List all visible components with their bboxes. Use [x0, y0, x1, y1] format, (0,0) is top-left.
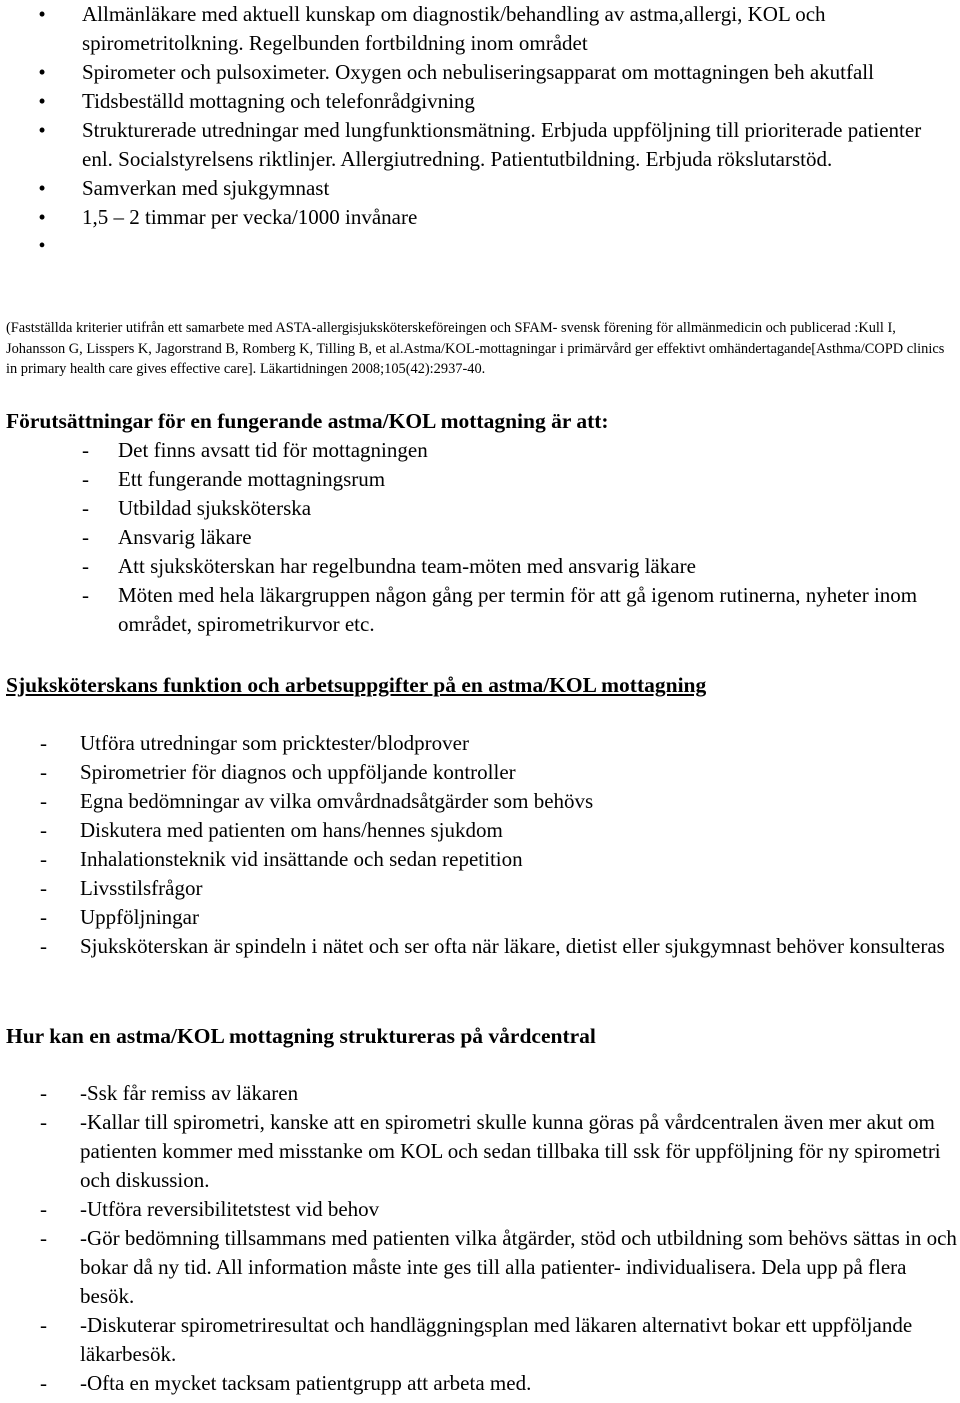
bullet-icon: •	[38, 205, 46, 229]
list-item	[0, 581, 960, 639]
list-item	[0, 845, 960, 874]
list-item-text: Spirometer och pulsoximeter. Oxygen och nebuliseringsapparat om mottagningen beh akutfall	[82, 60, 874, 84]
dash-marker: -	[40, 1226, 47, 1250]
list-item-text: 1,5 – 2 timmar per vecka/1000 invånare	[82, 205, 418, 229]
list-item	[0, 1195, 960, 1224]
list-item	[0, 0, 960, 58]
list-item-text: Ansvarig läkare	[118, 525, 252, 549]
dash-marker: -	[40, 847, 47, 871]
list-item	[0, 874, 960, 903]
list-item	[0, 787, 960, 816]
list-item-text	[82, 234, 87, 258]
list-item	[0, 87, 960, 116]
dash-marker: -	[40, 818, 47, 842]
list-item-text: Tidsbeställd mottagning och telefonrådgivning	[82, 89, 475, 113]
dash-marker: -	[40, 789, 47, 813]
dash-marker: -	[40, 760, 47, 784]
dash-marker: -	[40, 1371, 47, 1395]
list-item-text: Livsstilsfrågor	[80, 876, 203, 900]
list-item	[0, 1311, 960, 1369]
list-item-text: Spirometrier för diagnos och uppföljande kontroller	[80, 760, 516, 784]
dash-marker: -	[40, 1110, 47, 1134]
list-item-text: Diskutera med patienten om hans/hennes sjukdom	[80, 818, 503, 842]
dash-marker: -	[82, 438, 89, 462]
dash-marker: -	[82, 496, 89, 520]
list-item-text: -Ofta en mycket tacksam patientgrupp att arbeta med.	[80, 1371, 532, 1395]
list-item-text: Möten med hela läkargruppen någon gång per termin för att gå igenom rutinerna, nyheter inom området, spirometrikurvor etc.	[118, 583, 918, 636]
list-item	[0, 174, 960, 203]
dash-marker: -	[40, 876, 47, 900]
dash-marker: -	[82, 554, 89, 578]
dash-marker: -	[40, 1313, 47, 1337]
list-item-text: Strukturerade utredningar med lungfunktionsmätning. Erbjuda uppföljning till prioriterade patienter enl. Socialstyrelsens riktlinjer. Allergiutredning. Patientutbildning. Erbjuda rökslutarstöd.	[82, 118, 922, 171]
requirements-bullet-list	[0, 0, 960, 261]
list-item	[0, 932, 960, 961]
list-item-text: -Utföra reversibilitetstest vid behov	[80, 1197, 380, 1221]
list-item-text: Utbildad sjuksköterska	[118, 496, 312, 520]
heading-prerequisites: Förutsättningar för en fungerande astma/KOL mottagning är att:	[6, 409, 609, 433]
list-item-text: -Diskuterar spirometriresultat och handläggningsplan med läkaren alternativt bokar ett uppföljande läkarbesök.	[80, 1313, 913, 1366]
nurse-tasks-list	[0, 729, 960, 961]
clinic-structure-list	[0, 1079, 960, 1398]
bullet-icon: •	[38, 176, 46, 200]
list-item	[0, 116, 960, 174]
list-item	[0, 58, 960, 87]
heading-clinic-structure: Hur kan en astma/KOL mottagning struktureras på vårdcentral	[6, 1024, 596, 1048]
list-item-text: Ett fungerande mottagningsrum	[118, 467, 386, 491]
bullet-icon: •	[38, 118, 46, 142]
dash-marker: -	[82, 525, 89, 549]
dash-marker: -	[40, 934, 47, 958]
list-item-text: -Ssk får remiss av läkaren	[80, 1081, 299, 1105]
list-item-empty	[0, 232, 960, 261]
list-item	[0, 436, 960, 465]
list-item-text: Sjuksköterskan är spindeln i nätet och ser ofta när läkare, dietist eller sjukgymnast behöver konsulteras	[80, 934, 945, 958]
list-item	[0, 903, 960, 932]
list-item	[0, 1079, 960, 1108]
list-item-text: Inhalationsteknik vid insättande och sedan repetition	[80, 847, 523, 871]
list-item	[0, 758, 960, 787]
bullet-icon: •	[38, 235, 46, 257]
dash-marker: -	[40, 905, 47, 929]
bullet-icon: •	[38, 2, 46, 26]
list-item-text: -Gör bedömning tillsammans med patienten vilka åtgärder, stöd och utbildning som behövs sättas in och bokar då ny tid. All information måste inte ges till alla patienter- individualisera. Dela upp på flera besök.	[80, 1226, 957, 1308]
dash-marker: -	[40, 1081, 47, 1105]
dash-marker: -	[40, 1197, 47, 1221]
dash-marker: -	[82, 467, 89, 491]
list-item	[0, 523, 960, 552]
list-item	[0, 1108, 960, 1195]
list-item-text: Att sjuksköterskan har regelbundna team-möten med ansvarig läkare	[118, 554, 696, 578]
list-item	[0, 203, 960, 232]
list-item-text: Uppföljningar	[80, 905, 199, 929]
dash-marker: -	[40, 731, 47, 755]
list-item	[0, 465, 960, 494]
list-item	[0, 816, 960, 845]
prerequisites-list	[0, 436, 960, 639]
dash-marker: -	[82, 583, 89, 607]
list-item-text: Allmänläkare med aktuell kunskap om diagnostik/behandling av astma,allergi, KOL och spirometritolkning. Regelbunden fortbildning inom området	[82, 2, 826, 55]
reference-footnote: (Fastställda kriterier utifrån ett samarbete med ASTA-allergisjuksköterskeföreingen och SFAM- svensk förening för allmänmedicin och publicerad :Kull I, Johansson G, Lisspers K, Jagorstrand B, Romberg K, Tilling B, et al.Astma/KOL-mottagningar i primärvård ger effektivt omhändertagande[Asthma/COPD clinics in primary health care gives effective care]. Läkartidningen 2008;105(42):2937-40.	[6, 320, 945, 377]
list-item	[0, 1369, 960, 1398]
heading-nurse-function: Sjuksköterskans funktion och arbetsuppgifter på en astma/KOL mottagning	[6, 673, 707, 697]
list-item	[0, 552, 960, 581]
list-item-text: Utföra utredningar som pricktester/blodprover	[80, 731, 469, 755]
list-item-text: Samverkan med sjukgymnast	[82, 176, 330, 200]
bullet-icon: •	[38, 89, 46, 113]
list-item-text: -Kallar till spirometri, kanske att en spirometri skulle kunna göras på vårdcentralen även mer akut om patienten kommer med misstanke om KOL och sedan tillbaka till ssk för uppföljning för ny spirometri och diskussion.	[80, 1110, 941, 1192]
list-item	[0, 729, 960, 758]
bullet-icon: •	[38, 60, 46, 84]
list-item-text: Egna bedömningar av vilka omvårdnadsåtgärder som behövs	[80, 789, 594, 813]
list-item	[0, 1224, 960, 1311]
list-item	[0, 494, 960, 523]
list-item-text: Det finns avsatt tid för mottagningen	[118, 438, 428, 462]
